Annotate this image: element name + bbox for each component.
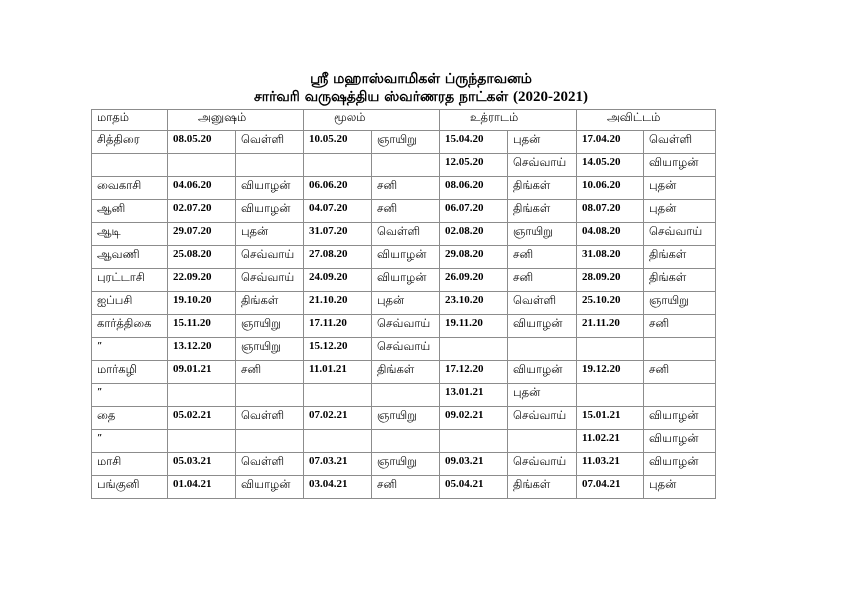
month-cell: கார்த்திகை bbox=[92, 315, 168, 338]
date-cell: 21.10.20 bbox=[304, 292, 372, 315]
weekday-cell: செவ்வாய் bbox=[372, 315, 440, 338]
weekday-cell: ஞாயிறு bbox=[236, 315, 304, 338]
date-cell: 05.04.21 bbox=[440, 476, 508, 499]
date-cell: 19.11.20 bbox=[440, 315, 508, 338]
weekday-cell: செவ்வாய் bbox=[508, 154, 577, 177]
table-row bbox=[92, 177, 716, 200]
weekday-cell bbox=[508, 338, 577, 361]
table-row bbox=[92, 338, 716, 361]
weekday-cell: ஞாயிறு bbox=[372, 131, 440, 154]
date-cell: 31.08.20 bbox=[577, 246, 644, 269]
weekday-cell: புதன் bbox=[508, 384, 577, 407]
weekday-cell: சனி bbox=[508, 246, 577, 269]
header-row bbox=[92, 110, 716, 131]
date-cell: 05.02.21 bbox=[168, 407, 236, 430]
weekday-cell: வியாழன் bbox=[508, 315, 577, 338]
weekday-cell bbox=[644, 384, 716, 407]
date-cell: 02.08.20 bbox=[440, 223, 508, 246]
date-cell: 08.06.20 bbox=[440, 177, 508, 200]
weekday-cell bbox=[644, 338, 716, 361]
title-year-range: (2020-2021) bbox=[512, 89, 588, 105]
date-cell: 12.05.20 bbox=[440, 154, 508, 177]
date-cell bbox=[577, 384, 644, 407]
weekday-cell: வியாழன் bbox=[236, 200, 304, 223]
date-cell: 09.03.21 bbox=[440, 453, 508, 476]
weekday-cell: திங்கள் bbox=[508, 476, 577, 499]
weekday-cell: வியாழன் bbox=[644, 430, 716, 453]
weekday-cell: திங்கள் bbox=[508, 177, 577, 200]
table-row bbox=[92, 407, 716, 430]
date-cell bbox=[168, 154, 236, 177]
weekday-cell bbox=[236, 430, 304, 453]
date-cell bbox=[577, 338, 644, 361]
date-cell: 11.01.21 bbox=[304, 361, 372, 384]
weekday-cell: சனி bbox=[372, 476, 440, 499]
date-cell: 06.06.20 bbox=[304, 177, 372, 200]
weekday-cell bbox=[372, 384, 440, 407]
weekday-cell: வியாழன் bbox=[644, 453, 716, 476]
date-cell: 06.07.20 bbox=[440, 200, 508, 223]
header-group-uthradam: உத்ராடம் bbox=[440, 110, 577, 131]
date-cell: 13.12.20 bbox=[168, 338, 236, 361]
weekday-cell: வெள்ளி bbox=[236, 407, 304, 430]
weekday-cell: செவ்வாய் bbox=[644, 223, 716, 246]
table-row bbox=[92, 476, 716, 499]
document-title bbox=[0, 70, 842, 106]
weekday-cell bbox=[236, 154, 304, 177]
month-cell: ஆடி bbox=[92, 223, 168, 246]
date-cell: 09.02.21 bbox=[440, 407, 508, 430]
date-cell: 04.07.20 bbox=[304, 200, 372, 223]
header-group-anusham: அனுஷம் bbox=[168, 110, 304, 131]
header-month: மாதம் bbox=[92, 110, 168, 131]
date-cell: 24.09.20 bbox=[304, 269, 372, 292]
month-cell: வைகாசி bbox=[92, 177, 168, 200]
date-cell: 15.04.20 bbox=[440, 131, 508, 154]
weekday-cell: வியாழன் bbox=[644, 407, 716, 430]
date-cell: 07.03.21 bbox=[304, 453, 372, 476]
ditto-mark: ” bbox=[92, 338, 168, 361]
date-cell: 19.12.20 bbox=[577, 361, 644, 384]
date-cell: 28.09.20 bbox=[577, 269, 644, 292]
date-cell: 10.06.20 bbox=[577, 177, 644, 200]
date-cell: 17.12.20 bbox=[440, 361, 508, 384]
month-cell bbox=[92, 154, 168, 177]
table-row bbox=[92, 453, 716, 476]
date-cell: 25.10.20 bbox=[577, 292, 644, 315]
date-cell bbox=[304, 384, 372, 407]
table-row bbox=[92, 292, 716, 315]
header-group-moolam: மூலம் bbox=[304, 110, 440, 131]
date-cell: 26.09.20 bbox=[440, 269, 508, 292]
weekday-cell: வெள்ளி bbox=[236, 131, 304, 154]
date-cell: 29.08.20 bbox=[440, 246, 508, 269]
weekday-cell: சனி bbox=[644, 315, 716, 338]
weekday-cell: வியாழன் bbox=[372, 269, 440, 292]
date-cell: 21.11.20 bbox=[577, 315, 644, 338]
date-cell: 02.07.20 bbox=[168, 200, 236, 223]
date-cell bbox=[168, 384, 236, 407]
weekday-cell: சனி bbox=[508, 269, 577, 292]
weekday-cell: வியாழன் bbox=[236, 177, 304, 200]
weekday-cell bbox=[372, 430, 440, 453]
month-cell: மார்கழி bbox=[92, 361, 168, 384]
date-cell: 09.01.21 bbox=[168, 361, 236, 384]
weekday-cell: செவ்வாய் bbox=[372, 338, 440, 361]
weekday-cell: வெள்ளி bbox=[372, 223, 440, 246]
month-cell: ஆவணி bbox=[92, 246, 168, 269]
month-cell: ஆனி bbox=[92, 200, 168, 223]
date-cell: 11.03.21 bbox=[577, 453, 644, 476]
table-row bbox=[92, 430, 716, 453]
weekday-cell: திங்கள் bbox=[236, 292, 304, 315]
weekday-cell: சனி bbox=[644, 361, 716, 384]
date-cell: 31.07.20 bbox=[304, 223, 372, 246]
date-cell: 10.05.20 bbox=[304, 131, 372, 154]
table-row bbox=[92, 269, 716, 292]
weekday-cell bbox=[508, 430, 577, 453]
date-cell: 13.01.21 bbox=[440, 384, 508, 407]
weekday-cell: வியாழன் bbox=[508, 361, 577, 384]
weekday-cell: திங்கள் bbox=[508, 200, 577, 223]
weekday-cell: புதன் bbox=[644, 200, 716, 223]
date-cell bbox=[168, 430, 236, 453]
date-cell: 19.10.20 bbox=[168, 292, 236, 315]
weekday-cell: புதன் bbox=[236, 223, 304, 246]
table-row bbox=[92, 223, 716, 246]
weekday-cell: ஞாயிறு bbox=[644, 292, 716, 315]
date-cell bbox=[304, 154, 372, 177]
weekday-cell bbox=[372, 154, 440, 177]
weekday-cell: செவ்வாய் bbox=[508, 407, 577, 430]
date-cell: 25.08.20 bbox=[168, 246, 236, 269]
weekday-cell: வெள்ளி bbox=[236, 453, 304, 476]
date-cell: 27.08.20 bbox=[304, 246, 372, 269]
weekday-cell: செவ்வாய் bbox=[236, 269, 304, 292]
weekday-cell: வியாழன் bbox=[372, 246, 440, 269]
date-cell bbox=[440, 430, 508, 453]
weekday-cell: திங்கள் bbox=[644, 269, 716, 292]
date-cell: 29.07.20 bbox=[168, 223, 236, 246]
month-cell: சித்திரை bbox=[92, 131, 168, 154]
date-cell: 08.05.20 bbox=[168, 131, 236, 154]
weekday-cell: சனி bbox=[236, 361, 304, 384]
date-cell: 15.12.20 bbox=[304, 338, 372, 361]
weekday-cell: ஞாயிறு bbox=[372, 453, 440, 476]
weekday-cell: புதன் bbox=[644, 177, 716, 200]
table-row bbox=[92, 384, 716, 407]
date-cell: 04.08.20 bbox=[577, 223, 644, 246]
weekday-cell: ஞாயிறு bbox=[236, 338, 304, 361]
weekday-cell: செவ்வாய் bbox=[236, 246, 304, 269]
weekday-cell: வெள்ளி bbox=[508, 292, 577, 315]
weekday-cell: திங்கள் bbox=[372, 361, 440, 384]
title-line-2-text: சார்வரி வருஷத்திய ஸ்வர்ணரத நாட்கள் bbox=[254, 89, 513, 105]
schedule-table bbox=[91, 109, 716, 499]
ditto-mark: ” bbox=[92, 384, 168, 407]
date-cell: 22.09.20 bbox=[168, 269, 236, 292]
date-cell: 17.11.20 bbox=[304, 315, 372, 338]
date-cell: 15.11.20 bbox=[168, 315, 236, 338]
month-cell: மாசி bbox=[92, 453, 168, 476]
weekday-cell: புதன் bbox=[644, 476, 716, 499]
date-cell bbox=[440, 338, 508, 361]
date-cell: 01.04.21 bbox=[168, 476, 236, 499]
table-row bbox=[92, 246, 716, 269]
weekday-cell: ஞாயிறு bbox=[372, 407, 440, 430]
weekday-cell: திங்கள் bbox=[644, 246, 716, 269]
month-cell: தை bbox=[92, 407, 168, 430]
weekday-cell: ஞாயிறு bbox=[508, 223, 577, 246]
month-cell: பங்குனி bbox=[92, 476, 168, 499]
title-line-2 bbox=[0, 88, 842, 106]
ditto-mark: ” bbox=[92, 430, 168, 453]
table-row bbox=[92, 315, 716, 338]
weekday-cell: சனி bbox=[372, 177, 440, 200]
weekday-cell: புதன் bbox=[508, 131, 577, 154]
date-cell: 23.10.20 bbox=[440, 292, 508, 315]
date-cell: 14.05.20 bbox=[577, 154, 644, 177]
weekday-cell: செவ்வாய் bbox=[508, 453, 577, 476]
table-row bbox=[92, 154, 716, 177]
date-cell: 08.07.20 bbox=[577, 200, 644, 223]
title-line-1: ஸ்ரீ மஹாஸ்வாமிகள் ப்ருந்தாவனம் bbox=[310, 71, 532, 87]
weekday-cell: புதன் bbox=[372, 292, 440, 315]
date-cell: 17.04.20 bbox=[577, 131, 644, 154]
table-row bbox=[92, 131, 716, 154]
header-group-avittam: அவிட்டம் bbox=[577, 110, 716, 131]
date-cell: 04.06.20 bbox=[168, 177, 236, 200]
weekday-cell: வியாழன் bbox=[644, 154, 716, 177]
weekday-cell: வெள்ளி bbox=[644, 131, 716, 154]
date-cell: 07.02.21 bbox=[304, 407, 372, 430]
date-cell: 07.04.21 bbox=[577, 476, 644, 499]
weekday-cell: சனி bbox=[372, 200, 440, 223]
table-row bbox=[92, 200, 716, 223]
table-row bbox=[92, 361, 716, 384]
month-cell: புரட்டாசி bbox=[92, 269, 168, 292]
month-cell: ஐப்பசி bbox=[92, 292, 168, 315]
date-cell bbox=[304, 430, 372, 453]
weekday-cell: வியாழன் bbox=[236, 476, 304, 499]
weekday-cell bbox=[236, 384, 304, 407]
date-cell: 05.03.21 bbox=[168, 453, 236, 476]
date-cell: 11.02.21 bbox=[577, 430, 644, 453]
date-cell: 03.04.21 bbox=[304, 476, 372, 499]
date-cell: 15.01.21 bbox=[577, 407, 644, 430]
